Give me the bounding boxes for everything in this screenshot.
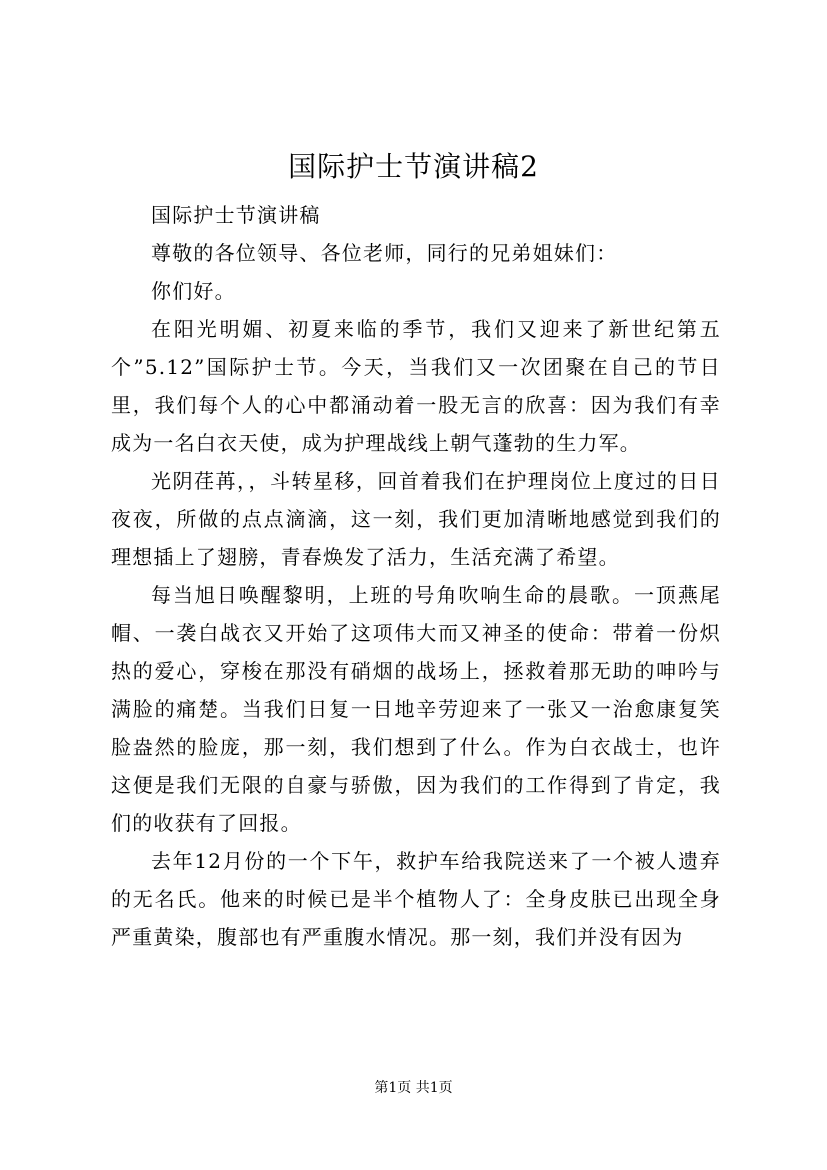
- document-title: 国际护士节演讲稿2: [288, 150, 539, 183]
- paragraph-salutation: 尊敬的各位领导、各位老师，同行的兄弟姐妹们：: [151, 241, 618, 265]
- paragraph-heading: 国际护士节演讲稿: [151, 203, 321, 227]
- paragraph: 每当旭日唤醒黎明，上班的号角吹响生命的晨歌。一顶燕尾帽、一袭白战衣又开始了这项伟大而又神圣的使命：带着一份炽热的爱心，穿梭在那没有硝烟的战场上，拯救着那无助的呻吟与满脸的痛楚。当我们日复一日地辛劳迎来了一张又一治愈康复笑脸盎然的脸庞，那一刻，我们想到了什么。作为白衣战士，也许这便是我们无限的自豪与骄傲，因为我们的工作得到了肯定，我们的收获有了回报。: [111, 583, 721, 835]
- page-footer: 第1页 共1页: [374, 1080, 453, 1096]
- document-body: [111, 196, 721, 956]
- paragraph: 去年12月份的一个下午，救护车给我院送来了一个被人遗弃的无名氏。他来的时候已是半个植物人了：全身皮肤已出现全身严重黄染，腹部也有严重腹水情况。那一刻，我们并没有因为: [111, 849, 721, 949]
- paragraph: 光阴荏苒，，斗转星移，回首着我们在护理岗位上度过的日日夜夜，所做的点点滴滴，这一刻，我们更加清晰地感觉到我们的理想插上了翅膀，青春焕发了活力，生活充满了希望。: [111, 469, 721, 569]
- paragraph: 在阳光明媚、初夏来临的季节，我们又迎来了新世纪第五个”5.12”国际护士节。今天，当我们又一次团聚在自己的节日里，我们每个人的心中都涌动着一股无言的欣喜：因为我们有幸成为一名白衣天使，成为护理战线上朝气蓬勃的生力军。: [111, 317, 721, 455]
- paragraph-greeting: 你们好。: [151, 279, 236, 303]
